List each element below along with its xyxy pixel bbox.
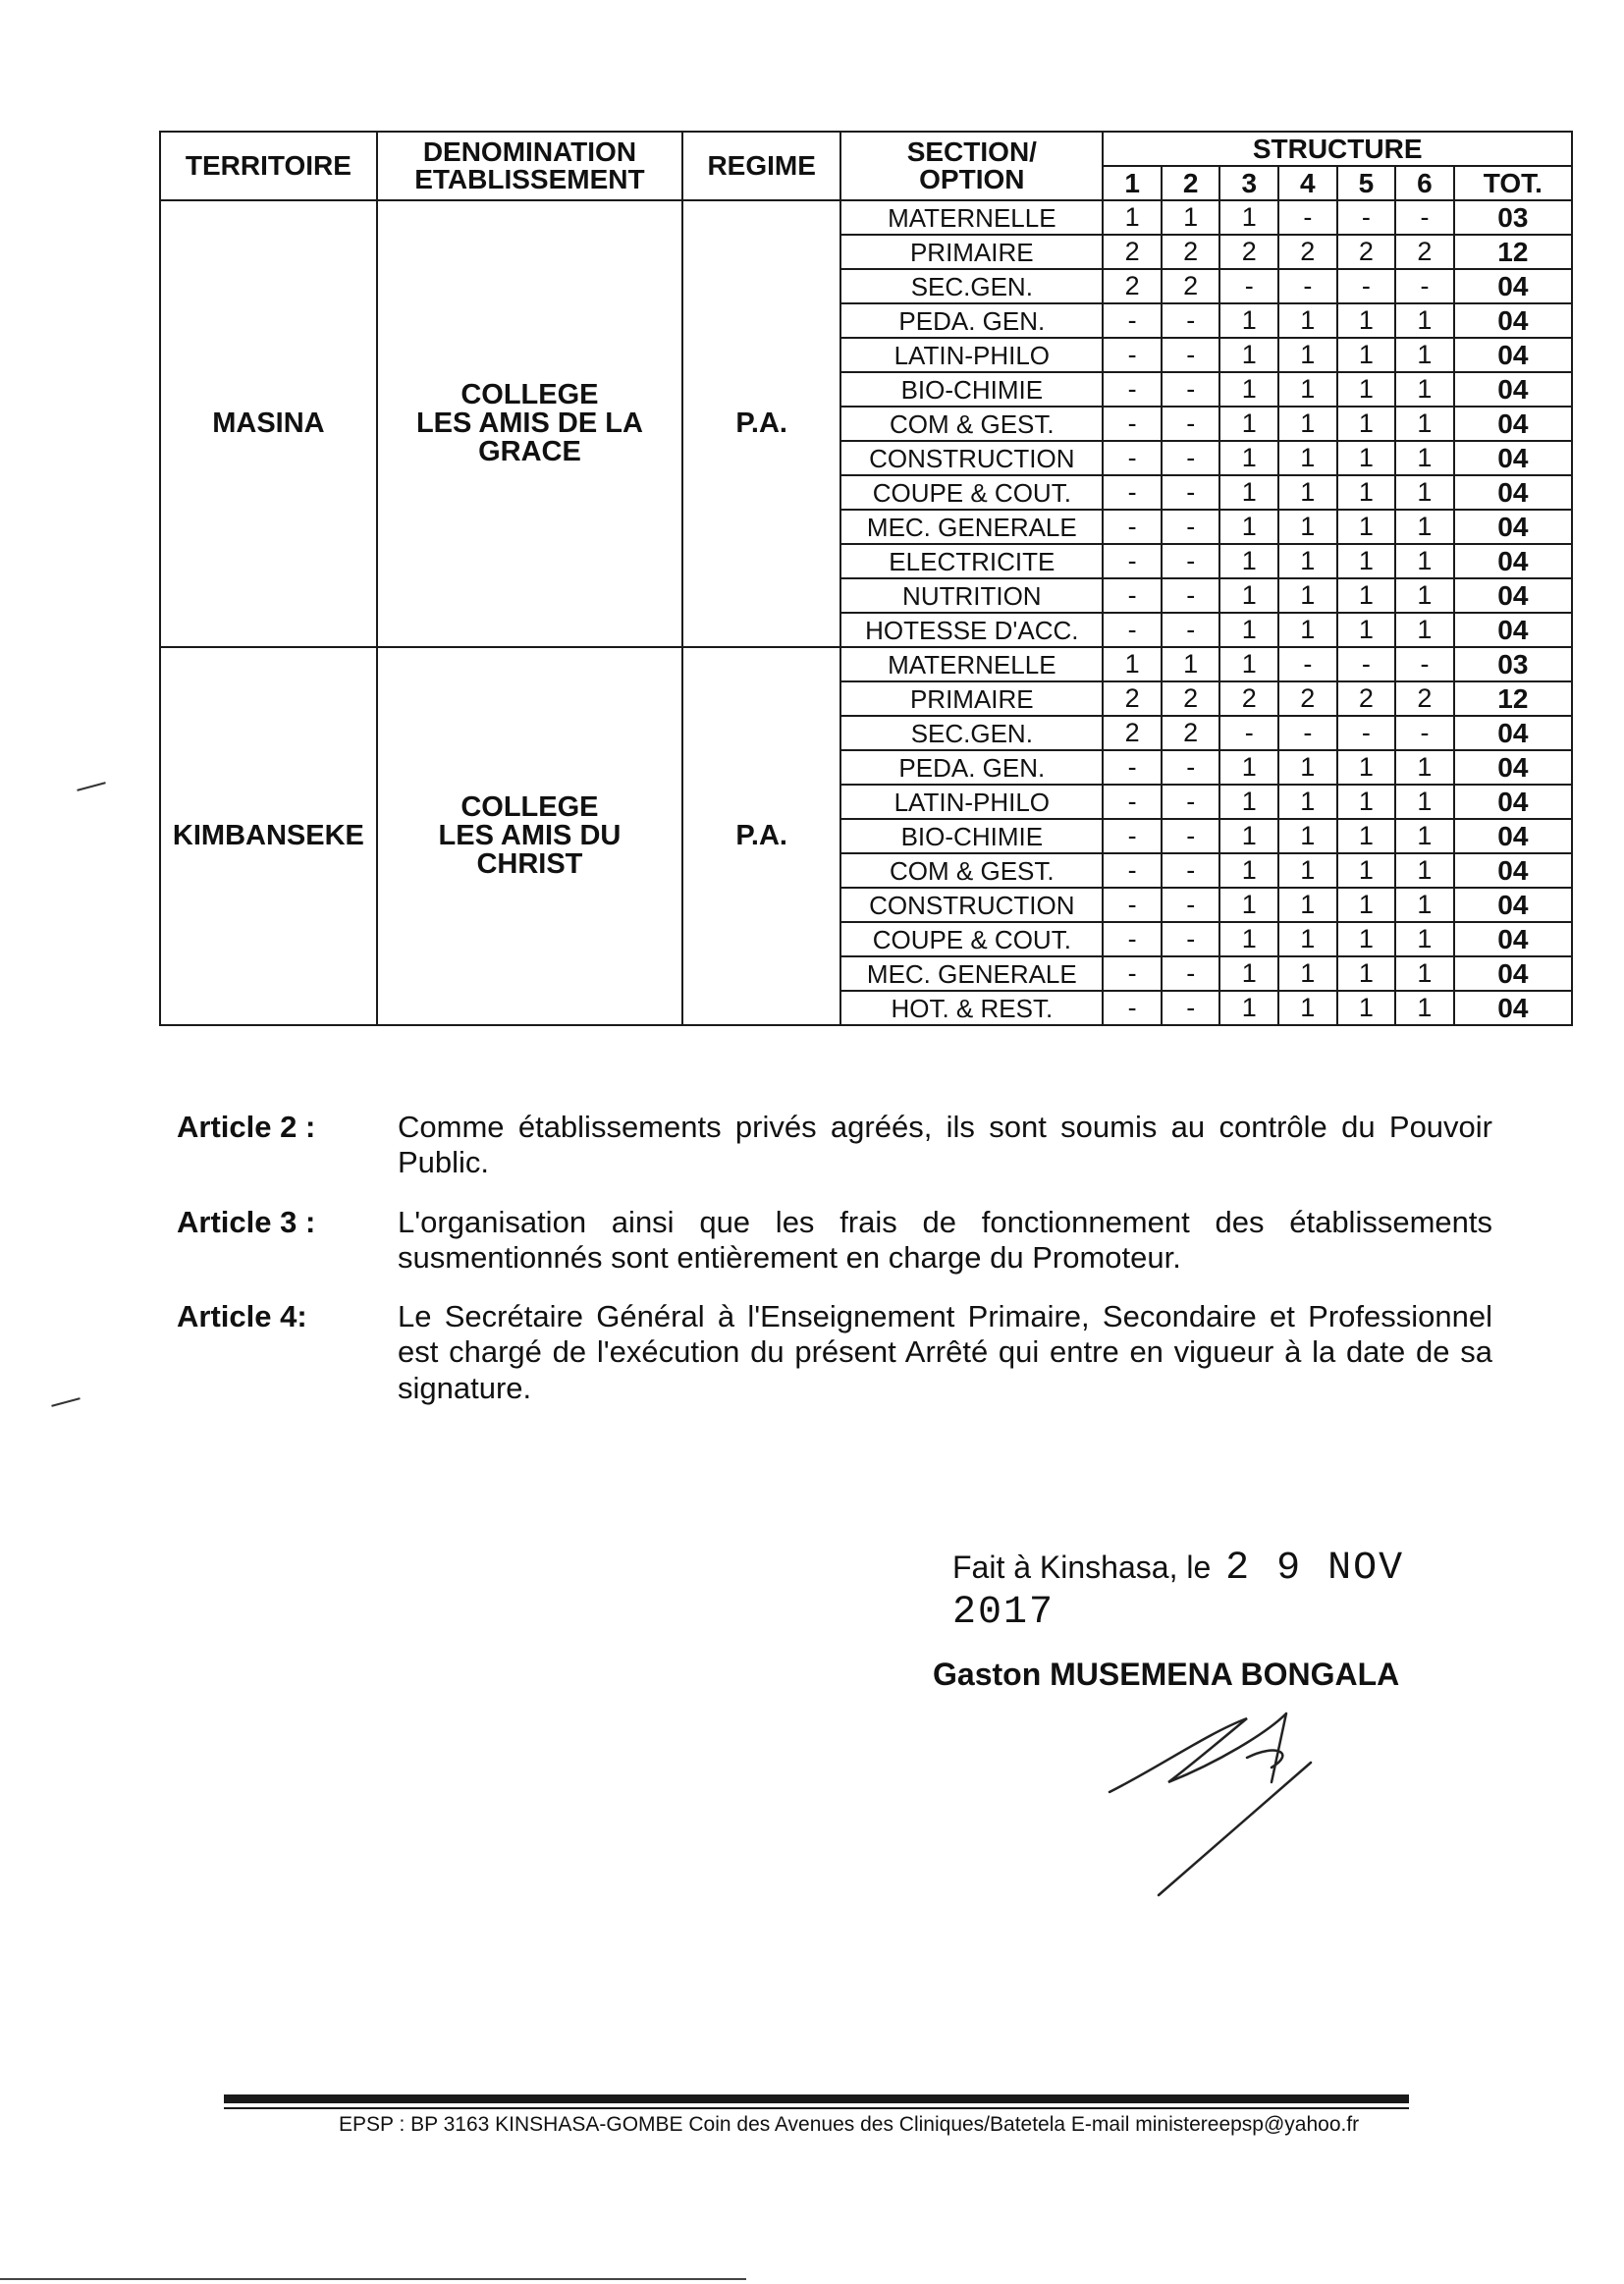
article-text: Le Secrétaire Général à l'Enseignement Primaire, Secondaire et Professionnel est chargé de l'exécution du présent Arrêté qui entre en vigueur à la date de sa signature. bbox=[398, 1299, 1492, 1405]
option-cell: COUPE & COUT. bbox=[840, 475, 1103, 510]
signature-block bbox=[933, 1547, 1522, 1693]
year-cell: - bbox=[1337, 647, 1396, 681]
year-cell: - bbox=[1103, 441, 1162, 475]
footer-rule-thin bbox=[224, 2107, 1409, 2109]
year-cell: - bbox=[1219, 269, 1278, 303]
year-cell: 1 bbox=[1395, 578, 1454, 613]
year-cell: 1 bbox=[1278, 888, 1337, 922]
year-cell: 1 bbox=[1278, 853, 1337, 888]
total-cell: 04 bbox=[1454, 475, 1572, 510]
year-cell: 1 bbox=[1337, 750, 1396, 785]
year-cell: 2 bbox=[1103, 269, 1162, 303]
year-cell: 1 bbox=[1219, 475, 1278, 510]
territoire-cell: MASINA bbox=[160, 200, 377, 647]
year-cell: 1 bbox=[1337, 578, 1396, 613]
header-year: 2 bbox=[1162, 166, 1220, 200]
year-cell: - bbox=[1395, 269, 1454, 303]
option-cell: COM & GEST. bbox=[840, 853, 1103, 888]
year-cell: 1 bbox=[1278, 819, 1337, 853]
year-cell: - bbox=[1103, 338, 1162, 372]
structure-table-wrap bbox=[159, 131, 1573, 1026]
year-cell: 2 bbox=[1337, 235, 1396, 269]
option-cell: COM & GEST. bbox=[840, 407, 1103, 441]
year-cell: 1 bbox=[1395, 853, 1454, 888]
header-total: TOT. bbox=[1454, 166, 1572, 200]
year-cell: 1 bbox=[1103, 647, 1162, 681]
year-cell: - bbox=[1162, 544, 1220, 578]
option-cell: PRIMAIRE bbox=[840, 681, 1103, 716]
year-cell: 1 bbox=[1337, 991, 1396, 1025]
year-cell: 2 bbox=[1278, 681, 1337, 716]
margin-mark bbox=[77, 782, 105, 791]
option-cell: SEC.GEN. bbox=[840, 269, 1103, 303]
total-cell: 04 bbox=[1454, 991, 1572, 1025]
header-denomination-line: ETABLISSEMENT bbox=[414, 164, 645, 194]
year-cell: - bbox=[1278, 647, 1337, 681]
option-cell: MEC. GENERALE bbox=[840, 956, 1103, 991]
territoire-cell: KIMBANSEKE bbox=[160, 647, 377, 1025]
year-cell: 1 bbox=[1219, 647, 1278, 681]
year-cell: 1 bbox=[1395, 613, 1454, 647]
year-cell: 1 bbox=[1219, 613, 1278, 647]
date-stamp: 2 9 NOV 2017 bbox=[952, 1547, 1405, 1635]
year-cell: - bbox=[1162, 956, 1220, 991]
year-cell: 1 bbox=[1395, 888, 1454, 922]
regime-cell: P.A. bbox=[682, 647, 840, 1025]
year-cell: 1 bbox=[1337, 510, 1396, 544]
year-cell: - bbox=[1162, 372, 1220, 407]
total-cell: 04 bbox=[1454, 303, 1572, 338]
year-cell: - bbox=[1162, 991, 1220, 1025]
year-cell: - bbox=[1337, 716, 1396, 750]
year-cell: 1 bbox=[1337, 372, 1396, 407]
etablissement-cell bbox=[377, 200, 682, 647]
total-cell: 04 bbox=[1454, 407, 1572, 441]
option-cell: NUTRITION bbox=[840, 578, 1103, 613]
etablissement-line: COLLEGE bbox=[460, 791, 599, 823]
year-cell: - bbox=[1337, 269, 1396, 303]
year-cell: 1 bbox=[1278, 785, 1337, 819]
year-cell: - bbox=[1162, 922, 1220, 956]
year-cell: 1 bbox=[1219, 750, 1278, 785]
year-cell: 1 bbox=[1395, 372, 1454, 407]
article-label: Article 2 : bbox=[177, 1110, 316, 1144]
year-cell: 1 bbox=[1337, 853, 1396, 888]
year-cell: - bbox=[1278, 716, 1337, 750]
year-cell: 1 bbox=[1395, 475, 1454, 510]
header-year: 4 bbox=[1278, 166, 1337, 200]
year-cell: 1 bbox=[1219, 303, 1278, 338]
article-text: L'organisation ainsi que les frais de fonctionnement des établissements susmentionnés sont entièrement en charge du Promoteur. bbox=[398, 1204, 1492, 1275]
year-cell: - bbox=[1162, 441, 1220, 475]
option-cell: PEDA. GEN. bbox=[840, 750, 1103, 785]
signature-place: Fait à Kinshasa, le bbox=[952, 1550, 1212, 1585]
page-bottom-line bbox=[0, 2278, 746, 2280]
year-cell: 1 bbox=[1278, 510, 1337, 544]
year-cell: 1 bbox=[1337, 956, 1396, 991]
header-structure: STRUCTURE bbox=[1103, 132, 1572, 166]
year-cell: - bbox=[1103, 888, 1162, 922]
year-cell: - bbox=[1103, 510, 1162, 544]
year-cell: 1 bbox=[1337, 613, 1396, 647]
header-territoire: TERRITOIRE bbox=[160, 132, 377, 200]
total-cell: 04 bbox=[1454, 888, 1572, 922]
year-cell: 2 bbox=[1103, 681, 1162, 716]
total-cell: 12 bbox=[1454, 235, 1572, 269]
year-cell: - bbox=[1395, 200, 1454, 235]
year-cell: - bbox=[1103, 785, 1162, 819]
signatory-name: Gaston MUSEMENA BONGALA bbox=[933, 1657, 1400, 1692]
year-cell: 2 bbox=[1219, 681, 1278, 716]
year-cell: 1 bbox=[1219, 853, 1278, 888]
year-cell: 1 bbox=[1278, 956, 1337, 991]
year-cell: - bbox=[1103, 303, 1162, 338]
total-cell: 04 bbox=[1454, 956, 1572, 991]
year-cell: 1 bbox=[1278, 991, 1337, 1025]
header-row bbox=[160, 132, 1572, 166]
year-cell: - bbox=[1162, 303, 1220, 338]
year-cell: 1 bbox=[1395, 750, 1454, 785]
articles-section bbox=[177, 1110, 1492, 1430]
etablissement-line: LES AMIS DE LA bbox=[415, 408, 643, 439]
total-cell: 04 bbox=[1454, 750, 1572, 785]
year-cell: 1 bbox=[1278, 544, 1337, 578]
article-label: Article 4: bbox=[177, 1299, 307, 1334]
total-cell: 04 bbox=[1454, 372, 1572, 407]
option-cell: ELECTRICITE bbox=[840, 544, 1103, 578]
year-cell: 1 bbox=[1337, 819, 1396, 853]
place-date bbox=[952, 1547, 1522, 1635]
option-cell: CONSTRUCTION bbox=[840, 441, 1103, 475]
year-cell: 1 bbox=[1395, 991, 1454, 1025]
header-year: 6 bbox=[1395, 166, 1454, 200]
year-cell: 1 bbox=[1278, 613, 1337, 647]
total-cell: 04 bbox=[1454, 578, 1572, 613]
total-cell: 04 bbox=[1454, 544, 1572, 578]
option-cell: LATIN-PHILO bbox=[840, 785, 1103, 819]
year-cell: 2 bbox=[1162, 716, 1220, 750]
year-cell: 1 bbox=[1337, 441, 1396, 475]
margin-mark bbox=[51, 1397, 80, 1407]
year-cell: - bbox=[1162, 888, 1220, 922]
year-cell: 1 bbox=[1337, 407, 1396, 441]
year-cell: 1 bbox=[1219, 922, 1278, 956]
option-cell: HOT. & REST. bbox=[840, 991, 1103, 1025]
year-cell: 1 bbox=[1103, 200, 1162, 235]
etablissement-line: CHRIST bbox=[476, 848, 583, 880]
year-cell: 1 bbox=[1278, 407, 1337, 441]
year-cell: 2 bbox=[1278, 235, 1337, 269]
year-cell: 2 bbox=[1103, 235, 1162, 269]
year-cell: - bbox=[1103, 613, 1162, 647]
year-cell: - bbox=[1278, 269, 1337, 303]
header-regime: REGIME bbox=[682, 132, 840, 200]
year-cell: - bbox=[1103, 819, 1162, 853]
year-cell: 1 bbox=[1337, 922, 1396, 956]
total-cell: 04 bbox=[1454, 922, 1572, 956]
year-cell: - bbox=[1162, 510, 1220, 544]
year-cell: 1 bbox=[1278, 475, 1337, 510]
header-section-option bbox=[840, 132, 1103, 200]
year-cell: 1 bbox=[1219, 956, 1278, 991]
year-cell: - bbox=[1103, 544, 1162, 578]
year-cell: 2 bbox=[1219, 235, 1278, 269]
etablissement-cell bbox=[377, 647, 682, 1025]
article bbox=[177, 1205, 1492, 1277]
year-cell: 1 bbox=[1219, 372, 1278, 407]
year-cell: 1 bbox=[1219, 578, 1278, 613]
header-year: 1 bbox=[1103, 166, 1162, 200]
regime-cell: P.A. bbox=[682, 200, 840, 647]
total-cell: 04 bbox=[1454, 716, 1572, 750]
year-cell: 1 bbox=[1395, 510, 1454, 544]
year-cell: 1 bbox=[1278, 922, 1337, 956]
year-cell: 1 bbox=[1395, 956, 1454, 991]
option-cell: MEC. GENERALE bbox=[840, 510, 1103, 544]
year-cell: 1 bbox=[1219, 785, 1278, 819]
year-cell: 1 bbox=[1395, 785, 1454, 819]
year-cell: - bbox=[1103, 475, 1162, 510]
year-cell: 2 bbox=[1337, 681, 1396, 716]
total-cell: 04 bbox=[1454, 613, 1572, 647]
year-cell: 2 bbox=[1395, 235, 1454, 269]
year-cell: - bbox=[1337, 200, 1396, 235]
year-cell: - bbox=[1395, 716, 1454, 750]
header-year: 3 bbox=[1219, 166, 1278, 200]
etablissement-line: COLLEGE bbox=[460, 379, 599, 410]
year-cell: 2 bbox=[1395, 681, 1454, 716]
year-cell: 1 bbox=[1278, 303, 1337, 338]
option-cell: HOTESSE D'ACC. bbox=[840, 613, 1103, 647]
year-cell: 1 bbox=[1337, 888, 1396, 922]
option-cell: PEDA. GEN. bbox=[840, 303, 1103, 338]
etablissement-line: LES AMIS DU bbox=[438, 820, 622, 851]
year-cell: - bbox=[1103, 750, 1162, 785]
year-cell: 1 bbox=[1395, 922, 1454, 956]
year-cell: 1 bbox=[1337, 303, 1396, 338]
year-cell: 1 bbox=[1337, 475, 1396, 510]
footer-rule bbox=[224, 2094, 1409, 2103]
year-cell: 2 bbox=[1162, 681, 1220, 716]
total-cell: 03 bbox=[1454, 647, 1572, 681]
article bbox=[177, 1110, 1492, 1181]
year-cell: 1 bbox=[1219, 819, 1278, 853]
year-cell: 2 bbox=[1103, 716, 1162, 750]
total-cell: 03 bbox=[1454, 200, 1572, 235]
year-cell: - bbox=[1103, 956, 1162, 991]
handwritten-signature bbox=[1100, 1674, 1355, 1900]
year-cell: - bbox=[1162, 475, 1220, 510]
option-cell: MATERNELLE bbox=[840, 200, 1103, 235]
year-cell: 1 bbox=[1219, 991, 1278, 1025]
year-cell: - bbox=[1103, 853, 1162, 888]
total-cell: 04 bbox=[1454, 819, 1572, 853]
year-cell: - bbox=[1103, 407, 1162, 441]
total-cell: 04 bbox=[1454, 853, 1572, 888]
year-cell: 1 bbox=[1278, 750, 1337, 785]
option-cell: PRIMAIRE bbox=[840, 235, 1103, 269]
header-denomination-line: DENOMINATION bbox=[422, 136, 637, 167]
year-cell: - bbox=[1162, 853, 1220, 888]
year-cell: - bbox=[1395, 647, 1454, 681]
year-cell: 1 bbox=[1219, 200, 1278, 235]
year-cell: - bbox=[1103, 578, 1162, 613]
total-cell: 04 bbox=[1454, 785, 1572, 819]
year-cell: 1 bbox=[1395, 544, 1454, 578]
total-cell: 04 bbox=[1454, 338, 1572, 372]
year-cell: - bbox=[1162, 338, 1220, 372]
year-cell: - bbox=[1162, 750, 1220, 785]
total-cell: 04 bbox=[1454, 441, 1572, 475]
structure-table bbox=[159, 131, 1573, 1026]
year-cell: 2 bbox=[1162, 269, 1220, 303]
year-cell: 1 bbox=[1219, 888, 1278, 922]
year-cell: 1 bbox=[1337, 785, 1396, 819]
header-year: 5 bbox=[1337, 166, 1396, 200]
total-cell: 04 bbox=[1454, 510, 1572, 544]
article-label: Article 3 : bbox=[177, 1204, 316, 1239]
year-cell: 1 bbox=[1395, 441, 1454, 475]
year-cell: 1 bbox=[1219, 407, 1278, 441]
year-cell: - bbox=[1103, 922, 1162, 956]
year-cell: - bbox=[1219, 716, 1278, 750]
year-cell: 1 bbox=[1395, 338, 1454, 372]
year-cell: - bbox=[1162, 613, 1220, 647]
option-cell: MATERNELLE bbox=[840, 647, 1103, 681]
year-cell: 1 bbox=[1395, 407, 1454, 441]
table-row bbox=[160, 200, 1572, 235]
etablissement-line: GRACE bbox=[478, 436, 581, 467]
year-cell: 1 bbox=[1278, 372, 1337, 407]
year-cell: 1 bbox=[1337, 338, 1396, 372]
total-cell: 12 bbox=[1454, 681, 1572, 716]
year-cell: 1 bbox=[1278, 441, 1337, 475]
year-cell: 1 bbox=[1219, 338, 1278, 372]
total-cell: 04 bbox=[1454, 269, 1572, 303]
year-cell: - bbox=[1162, 819, 1220, 853]
year-cell: - bbox=[1103, 991, 1162, 1025]
year-cell: 1 bbox=[1278, 578, 1337, 613]
option-cell: COUPE & COUT. bbox=[840, 922, 1103, 956]
table-row bbox=[160, 647, 1572, 681]
option-cell: SEC.GEN. bbox=[840, 716, 1103, 750]
year-cell: 1 bbox=[1162, 647, 1220, 681]
footer-address: EPSP : BP 3163 KINSHASA-GOMBE Coin des Avenues des Cliniques/Batetela E-mail ministereepsp@yahoo.fr bbox=[339, 2113, 1360, 2136]
year-cell: - bbox=[1162, 785, 1220, 819]
header-section-line: SECTION/ bbox=[906, 136, 1037, 167]
option-cell: CONSTRUCTION bbox=[840, 888, 1103, 922]
option-cell: BIO-CHIMIE bbox=[840, 372, 1103, 407]
option-cell: LATIN-PHILO bbox=[840, 338, 1103, 372]
year-cell: 1 bbox=[1219, 441, 1278, 475]
year-cell: 1 bbox=[1219, 544, 1278, 578]
article bbox=[177, 1299, 1492, 1406]
year-cell: 1 bbox=[1278, 338, 1337, 372]
option-cell: BIO-CHIMIE bbox=[840, 819, 1103, 853]
year-cell: - bbox=[1278, 200, 1337, 235]
header-section-line: OPTION bbox=[919, 164, 1025, 194]
article-text: Comme établissements privés agréés, ils sont soumis au contrôle du Pouvoir Public. bbox=[398, 1110, 1492, 1180]
year-cell: 1 bbox=[1395, 819, 1454, 853]
year-cell: 1 bbox=[1219, 510, 1278, 544]
year-cell: 1 bbox=[1395, 303, 1454, 338]
year-cell: - bbox=[1162, 407, 1220, 441]
year-cell: 2 bbox=[1162, 235, 1220, 269]
year-cell: 1 bbox=[1162, 200, 1220, 235]
year-cell: 1 bbox=[1337, 544, 1396, 578]
header-denomination bbox=[377, 132, 682, 200]
year-cell: - bbox=[1162, 578, 1220, 613]
year-cell: - bbox=[1103, 372, 1162, 407]
